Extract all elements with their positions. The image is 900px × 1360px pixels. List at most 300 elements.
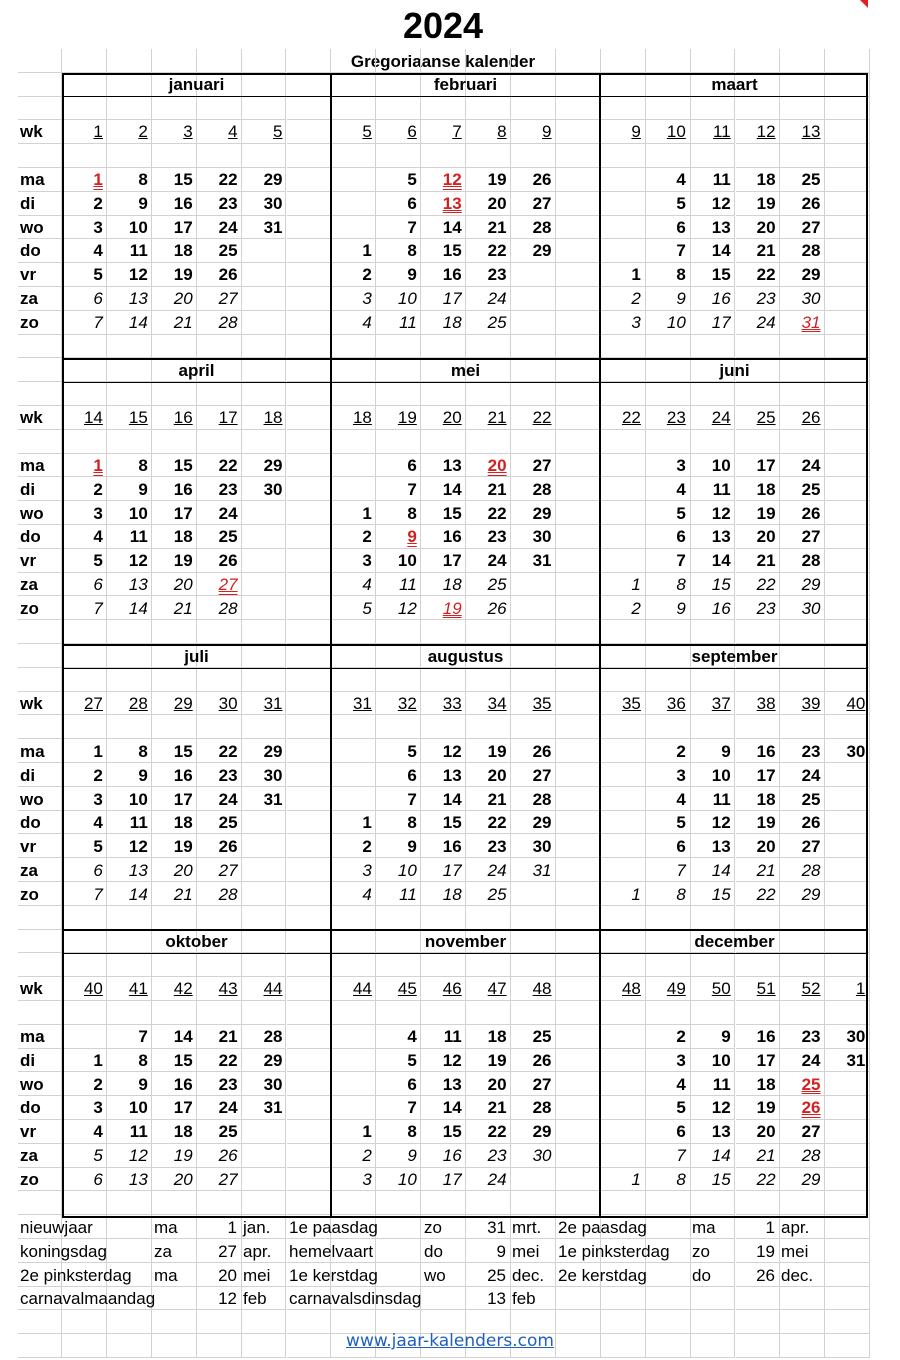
grid-cell	[107, 382, 152, 406]
day-cell: 27	[218, 575, 238, 594]
grid-cell	[287, 120, 332, 144]
day-cell: 22	[487, 241, 507, 261]
holiday-cell: 1e kerstdag	[289, 1265, 378, 1285]
grid-cell	[152, 715, 197, 739]
grid-cell	[287, 573, 332, 597]
day-cell: 14	[711, 1146, 731, 1165]
day-cell: 26	[218, 265, 238, 285]
grid-cell	[736, 430, 781, 454]
day-cell: 6	[407, 765, 417, 785]
grid-cell	[511, 596, 556, 620]
week-number: 21	[487, 408, 507, 427]
day-label: wo	[20, 789, 44, 809]
grid-cell	[825, 192, 870, 216]
grid-cell	[601, 620, 646, 644]
month-header-line	[62, 382, 868, 383]
grid-cell	[825, 549, 870, 573]
grid-cell	[556, 192, 601, 216]
week-number: 39	[801, 694, 821, 713]
grid-cell	[197, 906, 242, 930]
day-cell: 7	[138, 1027, 148, 1046]
day-cell: 29	[801, 884, 821, 904]
day-cell: 13	[442, 193, 462, 213]
day-cell: 2	[631, 598, 641, 618]
month-header-line	[62, 96, 868, 97]
grid-cell	[601, 477, 646, 501]
day-cell: 16	[442, 837, 462, 857]
grid-cell	[466, 1191, 511, 1215]
day-label: za	[20, 289, 38, 308]
day-cell: 3	[362, 1169, 372, 1189]
grid-cell	[376, 97, 421, 121]
grid-cell	[556, 787, 601, 811]
day-cell: 18	[756, 789, 776, 809]
grid-cell	[421, 382, 466, 406]
day-cell: 18	[173, 527, 193, 547]
holiday-cell	[781, 1287, 825, 1311]
day-cell: 29	[532, 503, 552, 523]
week-number: 32	[397, 694, 417, 713]
day-cell: 1	[631, 575, 641, 594]
day-cell: 7	[407, 479, 417, 499]
month-name: april	[178, 361, 215, 380]
day-cell: 25	[218, 241, 238, 261]
grid-cell	[331, 216, 376, 240]
grid-cell	[421, 906, 466, 930]
day-label: wo	[20, 217, 44, 237]
month-name: februari	[433, 75, 498, 94]
grid-cell	[691, 1191, 736, 1215]
grid-cell	[825, 1191, 870, 1215]
grid-cell	[376, 335, 421, 359]
holiday-cell: 19	[756, 1241, 775, 1261]
grid-cell	[511, 573, 556, 597]
day-cell: 20	[487, 765, 507, 785]
grid-cell	[242, 811, 287, 835]
day-cell: 4	[362, 312, 372, 332]
grid-cell	[556, 477, 601, 501]
day-cell: 27	[218, 861, 238, 880]
grid-cell	[556, 287, 601, 311]
day-cell: 28	[218, 884, 238, 904]
grid-cell	[825, 834, 870, 858]
day-cell: 6	[676, 217, 686, 237]
day-cell: 8	[138, 742, 148, 761]
day-cell: 3	[362, 861, 372, 880]
day-cell: 19	[487, 1050, 507, 1070]
week-number: 28	[128, 694, 148, 713]
day-cell: 27	[532, 1074, 552, 1094]
grid-cell	[780, 715, 825, 739]
holiday-cell: 1	[765, 1218, 775, 1237]
week-number: 50	[711, 979, 731, 998]
month-name: juni	[719, 361, 750, 380]
month-header-line	[62, 668, 868, 669]
day-cell: 10	[711, 456, 731, 475]
week-number: 8	[497, 122, 507, 141]
day-cell: 17	[442, 1169, 462, 1189]
holiday-cell: feb	[243, 1289, 267, 1309]
grid-cell	[18, 73, 62, 97]
day-cell: 10	[128, 1098, 148, 1118]
day-cell: 31	[846, 1050, 866, 1070]
day-cell: 10	[397, 1169, 417, 1189]
week-number: 22	[621, 408, 641, 427]
grid-cell	[331, 168, 376, 192]
grid-cell	[62, 382, 107, 406]
day-cell: 17	[173, 1098, 193, 1118]
day-cell: 3	[93, 1098, 103, 1118]
grid-cell	[287, 144, 332, 168]
grid-cell	[511, 382, 556, 406]
holiday-cell: carnavalsdinsdag	[289, 1289, 422, 1309]
grid-cell	[556, 1049, 601, 1073]
grid-cell	[62, 668, 107, 692]
day-cell: 11	[712, 170, 731, 189]
grid-cell	[556, 49, 601, 73]
grid-cell	[556, 239, 601, 263]
day-cell: 29	[801, 1169, 821, 1189]
grid-cell	[466, 335, 511, 359]
day-cell: 27	[218, 289, 238, 308]
day-cell: 14	[128, 884, 148, 904]
day-cell: 4	[676, 170, 686, 189]
grid-cell	[511, 263, 556, 287]
holiday-cell: zo	[424, 1218, 442, 1237]
footer-link[interactable]: www.jaar-kalenders.com	[346, 1331, 554, 1351]
day-cell: 3	[93, 789, 103, 809]
day-cell: 23	[218, 479, 238, 499]
day-cell: 22	[218, 742, 238, 761]
grid-cell	[601, 49, 646, 73]
day-cell: 15	[173, 170, 193, 189]
grid-cell	[601, 739, 646, 763]
day-cell: 24	[487, 551, 507, 571]
grid-cell	[825, 1215, 870, 1239]
grid-cell	[825, 287, 870, 311]
day-cell: 8	[138, 456, 148, 475]
day-cell: 7	[676, 241, 686, 261]
grid-cell	[601, 168, 646, 192]
day-cell: 17	[711, 312, 731, 332]
grid-cell	[825, 1001, 870, 1025]
day-cell: 10	[711, 765, 731, 785]
day-cell: 30	[801, 289, 821, 308]
day-cell: 16	[756, 1027, 776, 1046]
grid-cell	[646, 668, 691, 692]
grid-cell	[242, 382, 287, 406]
grid-cell	[242, 263, 287, 287]
day-cell: 29	[532, 241, 552, 261]
week-number: 31	[352, 694, 372, 713]
week-number: 48	[532, 979, 552, 998]
week-number: 22	[532, 408, 552, 427]
grid-cell	[62, 1025, 107, 1049]
grid-cell	[287, 239, 332, 263]
day-cell: 8	[407, 813, 417, 833]
grid-cell	[646, 620, 691, 644]
week-number: 35	[621, 694, 641, 713]
grid-cell	[62, 335, 107, 359]
day-label: vr	[20, 1122, 37, 1142]
day-cell: 23	[801, 742, 821, 761]
grid-cell	[556, 1025, 601, 1049]
day-cell: 24	[801, 765, 821, 785]
grid-cell	[691, 430, 736, 454]
day-cell: 1	[631, 1169, 641, 1189]
week-number: 13	[801, 122, 821, 141]
grid-cell	[287, 49, 332, 73]
grid-cell	[646, 715, 691, 739]
day-cell: 23	[218, 765, 238, 785]
grid-cell	[601, 192, 646, 216]
week-number: 23	[666, 408, 686, 427]
day-cell: 27	[801, 1122, 821, 1142]
grid-cell	[242, 335, 287, 359]
comment-marker-icon	[860, 0, 868, 8]
grid-cell	[825, 1168, 870, 1192]
week-label: wk	[20, 408, 43, 427]
week-number: 35	[532, 694, 552, 713]
grid-cell	[825, 668, 870, 692]
grid-cell	[691, 715, 736, 739]
holiday-cell: 26	[756, 1265, 775, 1285]
day-cell: 4	[93, 1122, 103, 1142]
day-cell: 21	[487, 217, 507, 237]
grid-cell	[242, 239, 287, 263]
holiday-cell: mei	[781, 1241, 809, 1261]
grid-cell	[601, 1191, 646, 1215]
grid-cell	[601, 787, 646, 811]
month-name: november	[424, 932, 507, 951]
day-cell: 3	[362, 289, 372, 308]
grid-cell	[242, 834, 287, 858]
grid-cell	[691, 335, 736, 359]
week-number: 3	[183, 122, 193, 141]
day-cell: 12	[711, 193, 731, 213]
day-cell: 23	[801, 1027, 821, 1046]
grid-cell	[511, 49, 556, 73]
week-number: 18	[352, 408, 372, 427]
day-cell: 21	[173, 312, 193, 332]
grid-cell	[197, 49, 242, 73]
day-cell: 4	[676, 1074, 686, 1094]
day-cell: 11	[399, 312, 417, 332]
day-cell: 9	[138, 193, 148, 213]
grid-cell	[18, 953, 62, 977]
day-label: di	[20, 765, 36, 785]
day-cell: 15	[711, 1169, 731, 1189]
grid-cell	[646, 1191, 691, 1215]
day-cell: 28	[801, 861, 821, 880]
day-cell: 19	[173, 1146, 193, 1165]
holiday-cell: 20	[218, 1265, 237, 1285]
grid-cell	[556, 525, 601, 549]
grid-cell	[287, 1120, 332, 1144]
day-cell: 7	[676, 551, 686, 571]
grid-cell	[421, 144, 466, 168]
day-cell: 24	[487, 289, 507, 308]
grid-cell	[107, 49, 152, 73]
day-cell: 21	[756, 861, 776, 880]
grid-cell	[556, 1001, 601, 1025]
grid-cell	[601, 239, 646, 263]
day-cell: 6	[93, 575, 103, 594]
day-cell: 8	[138, 1050, 148, 1070]
holiday-cell	[692, 1287, 735, 1311]
day-cell: 1	[93, 456, 103, 475]
grid-cell	[331, 763, 376, 787]
day-cell: 24	[801, 456, 821, 475]
day-cell: 7	[93, 884, 103, 904]
day-cell: 9	[407, 527, 417, 547]
day-cell: 4	[676, 789, 686, 809]
day-cell: 11	[443, 1027, 462, 1046]
day-cell: 25	[801, 170, 821, 189]
week-number: 47	[487, 979, 507, 998]
grid-cell	[62, 620, 107, 644]
day-label: wo	[20, 1074, 44, 1094]
day-cell: 24	[801, 1050, 821, 1070]
grid-cell	[152, 49, 197, 73]
grid-cell	[736, 668, 781, 692]
grid-cell	[825, 239, 870, 263]
grid-cell	[601, 1025, 646, 1049]
day-cell: 26	[218, 1146, 238, 1165]
grid-cell	[691, 49, 736, 73]
day-cell: 25	[218, 527, 238, 547]
grid-cell	[107, 715, 152, 739]
day-cell: 30	[532, 1146, 552, 1165]
day-cell: 13	[128, 861, 148, 880]
week-number: 36	[666, 694, 686, 713]
day-cell: 20	[173, 861, 193, 880]
day-label: do	[20, 813, 41, 833]
day-label: vr	[20, 837, 37, 857]
day-cell: 22	[487, 1122, 507, 1142]
day-cell: 22	[756, 1169, 776, 1189]
day-label: vr	[20, 551, 37, 571]
grid-cell	[556, 501, 601, 525]
grid-cell	[62, 715, 107, 739]
day-cell: 2	[362, 1146, 372, 1165]
day-cell: 7	[676, 1146, 686, 1165]
grid-cell	[556, 406, 601, 430]
month-name: oktober	[165, 932, 228, 951]
grid-cell	[242, 906, 287, 930]
holiday-cell: 9	[496, 1241, 506, 1261]
grid-cell	[18, 906, 62, 930]
grid-cell	[556, 97, 601, 121]
grid-cell	[287, 715, 332, 739]
grid-cell	[18, 620, 62, 644]
grid-cell	[511, 144, 556, 168]
grid-cell	[601, 144, 646, 168]
day-cell: 28	[218, 312, 238, 332]
grid-cell	[466, 953, 511, 977]
holiday-cell: 31	[487, 1218, 506, 1237]
day-cell: 4	[93, 241, 103, 261]
day-cell: 24	[487, 861, 507, 880]
holiday-cell	[154, 1287, 197, 1311]
grid-cell	[421, 430, 466, 454]
day-cell: 18	[756, 170, 776, 189]
grid-cell	[556, 454, 601, 478]
grid-cell	[287, 335, 332, 359]
grid-cell	[780, 49, 825, 73]
grid-cell	[287, 953, 332, 977]
grid-cell	[331, 1072, 376, 1096]
grid-cell	[511, 430, 556, 454]
week-number: 48	[621, 979, 641, 998]
grid-cell	[152, 335, 197, 359]
grid-cell	[107, 97, 152, 121]
week-number: 9	[631, 122, 641, 141]
day-cell: 15	[711, 884, 731, 904]
grid-cell	[287, 549, 332, 573]
day-cell: 21	[756, 1146, 776, 1165]
grid-cell	[18, 1001, 62, 1025]
grid-cell	[331, 1049, 376, 1073]
grid-cell	[646, 382, 691, 406]
grid-cell	[421, 620, 466, 644]
grid-cell	[242, 49, 287, 73]
year-title: 2024	[402, 5, 484, 46]
grid-cell	[376, 144, 421, 168]
day-cell: 2	[676, 742, 686, 761]
grid-cell	[825, 501, 870, 525]
grid-cell	[62, 430, 107, 454]
day-label: zo	[20, 884, 39, 904]
grid-cell	[242, 953, 287, 977]
week-number: 16	[173, 408, 193, 427]
grid-cell	[466, 668, 511, 692]
day-cell: 19	[756, 503, 776, 523]
grid-cell	[556, 1072, 601, 1096]
grid-cell	[62, 144, 107, 168]
grid-cell	[780, 668, 825, 692]
month-header-line	[62, 953, 868, 954]
grid-cell	[556, 168, 601, 192]
grid-cell	[601, 549, 646, 573]
grid-cell	[18, 668, 62, 692]
holiday-cell: dec.	[512, 1265, 545, 1285]
holiday-cell: dec.	[781, 1265, 814, 1285]
month-name: mei	[450, 361, 481, 380]
day-cell: 27	[532, 765, 552, 785]
grid-cell	[376, 1191, 421, 1215]
grid-cell	[197, 620, 242, 644]
grid-cell	[376, 430, 421, 454]
grid-cell	[152, 382, 197, 406]
grid-cell	[331, 787, 376, 811]
grid-cell	[780, 144, 825, 168]
day-cell: 3	[676, 456, 686, 475]
day-cell: 5	[676, 503, 686, 523]
grid-cell	[736, 382, 781, 406]
day-cell: 27	[801, 527, 821, 547]
day-cell: 21	[487, 789, 507, 809]
grid-cell	[736, 144, 781, 168]
day-cell: 17	[442, 861, 462, 880]
day-cell: 23	[487, 527, 507, 547]
week-number: 31	[263, 694, 283, 713]
day-cell: 31	[263, 217, 283, 237]
grid-cell	[780, 906, 825, 930]
day-cell: 24	[487, 1169, 507, 1189]
month-name: januari	[168, 75, 225, 94]
day-cell: 20	[487, 1074, 507, 1094]
